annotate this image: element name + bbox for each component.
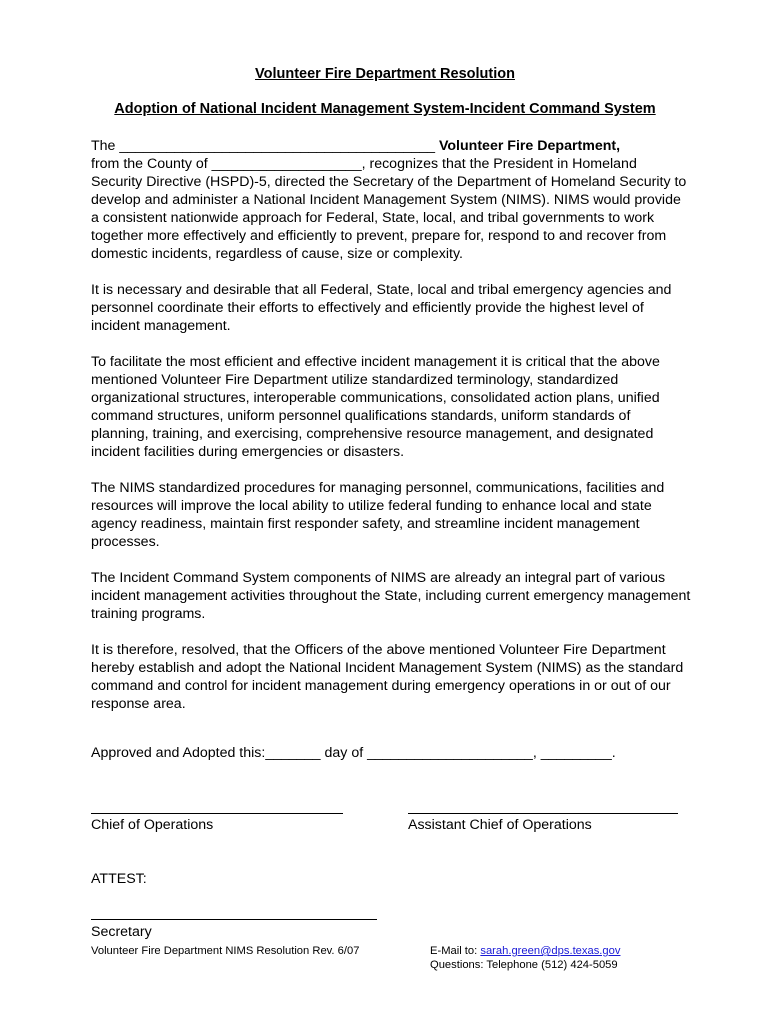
county-prefix: from the County of	[91, 156, 208, 172]
chief-label: Chief of Operations	[91, 817, 214, 833]
approval-period: .	[611, 745, 616, 761]
document-title: Volunteer Fire Department Resolution	[255, 66, 515, 82]
paragraph-facilitate: To facilitate the most efficient and effective incident management it is critical that the above mentioned Volunteer Fire Department utilize standardized terminology, standardized organizational structures, interoperable communications, consolidated action plans, unified command structures, uniform personnel qualifications standards, uniform standards of planning, training, and exercising, comprehensive resource management, and designated incident facilities during emergencies or disasters.	[91, 354, 660, 460]
approval-line	[91, 744, 616, 762]
approval-prefix: Approved and Adopted this:	[91, 745, 266, 761]
approval-day-of: day of	[320, 745, 368, 761]
approval-year-blank: _________	[540, 745, 612, 761]
paragraph-resolved: It is therefore, resolved, that the Officers of the above mentioned Volunteer Fire Department hereby establish and adopt the National Incident Management System (NIMS) as the standard command and control for incident management during emergency operations in or out of our response area.	[91, 642, 684, 712]
county-suffix: , recognizes that the President in Homeland	[361, 156, 637, 172]
opening-paragraph	[91, 137, 691, 263]
footer-revision: Volunteer Fire Department NIMS Resolution Rev. 6/07	[91, 945, 360, 957]
opening-the: The	[91, 138, 116, 154]
footer-email-link[interactable]: sarah.green@dps.texas.gov	[480, 945, 621, 957]
county-name-blank: ___________________	[211, 156, 362, 172]
approval-day-blank: _______	[265, 745, 321, 761]
opening-rest: Security Directive (HSPD)-5, directed the Secretary of the Department of Homeland Security to develop and administer a National Incident Management System (NIMS). NIMS would provide a consistent nationwide approach for Federal, State, local, and tribal governments to work together more effectively and efficiently to prevent, prepare for, respond to and recover from domestic incidents, regardless of cause, size or complexity.	[91, 174, 687, 262]
assistant-chief-signature-line	[408, 813, 678, 814]
attest-label: ATTEST:	[91, 871, 147, 887]
resolution-body	[91, 137, 691, 731]
vfd-label: Volunteer Fire Department,	[438, 138, 621, 154]
paragraph-procedures: The NIMS standardized procedures for managing personnel, communications, facilities and resources will improve the local ability to utilize federal funding to enhance local and state agency readiness, maintain first responder safety, and streamline incident management processes.	[91, 480, 665, 550]
footer-questions: Questions: Telephone (512) 424-5059	[430, 959, 618, 971]
paragraph-ics-components: The Incident Command System components of NIMS are already an integral part of various incident management activities throughout the State, including current emergency management training programs.	[91, 570, 691, 622]
footer-email-line	[430, 944, 620, 958]
department-name-blank: ________________________________________	[119, 138, 436, 154]
approval-month-blank: _____________________	[367, 745, 533, 761]
footer-email-label: E-Mail to:	[430, 945, 481, 957]
secretary-signature-line	[91, 919, 377, 920]
secretary-label: Secretary	[91, 924, 152, 940]
document-subtitle: Adoption of National Incident Management System-Incident Command System	[114, 101, 656, 117]
chief-signature-line	[91, 813, 343, 814]
paragraph-necessary: It is necessary and desirable that all Federal, State, local and tribal emergency agencies and personnel coordinate their efforts to effectively and efficiently provide the highest level of incident management.	[91, 282, 672, 334]
approval-comma: ,	[532, 745, 541, 761]
assistant-chief-label: Assistant Chief of Operations	[408, 817, 592, 833]
